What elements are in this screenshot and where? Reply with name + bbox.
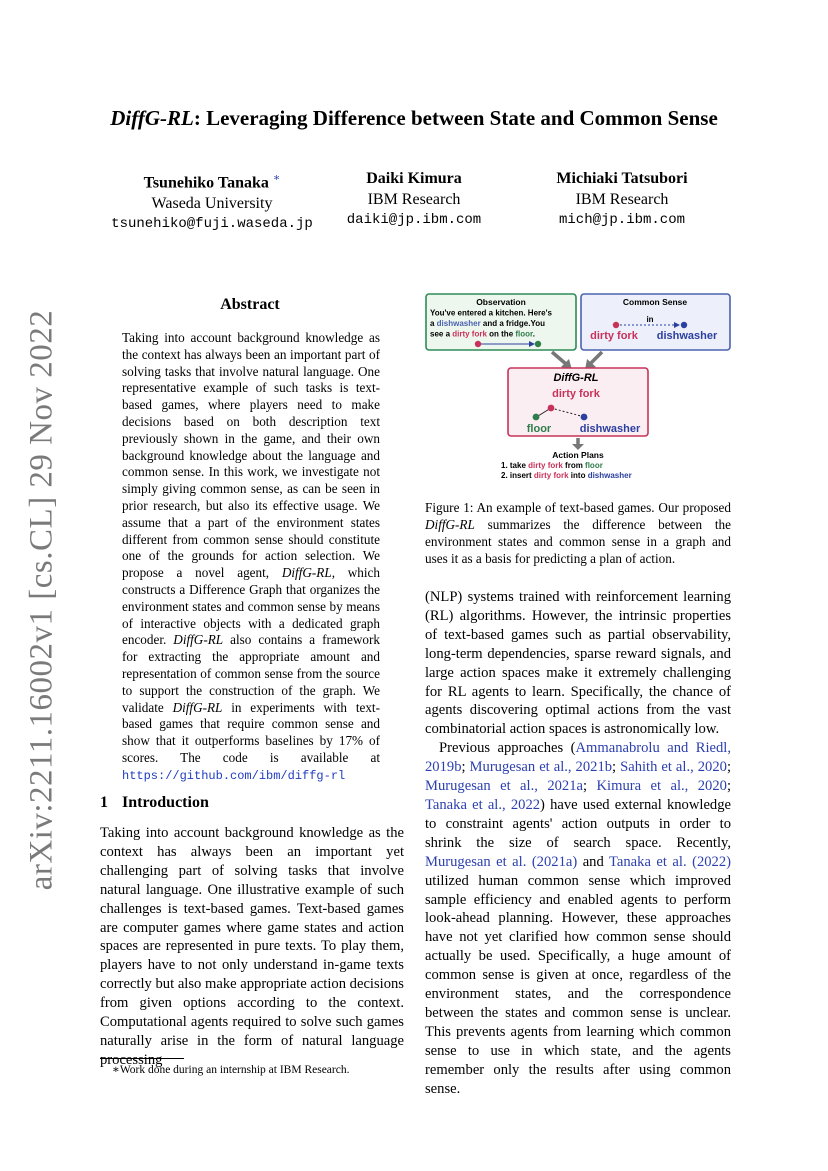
common-sense-title: Common Sense	[622, 297, 688, 307]
common-sense-label-fork: dirty fork	[590, 330, 638, 342]
observation-node-fork	[475, 341, 481, 347]
citation-link[interactable]: Tanaka et al. (2022)	[609, 853, 731, 870]
intro-paragraph-right-2: Previous approaches (Ammanabrolu and Riedl, 2019b; Murugesan et al., 2021b; Sahith et al., 2020; Murugesan et al., 2021a; Kimura et al., 2020; Tanaka et al., 2022) have used external knowledge to constraint agents' action outputs in order to shrink the size of search space. Recently, Murugesan et al. (2021a) and Tanaka et al. (2022) utilized human common sense which improved sample efficiency and enabled agents to perform look-ahead planning. However, these approaches have not yet clarified how common sense should actually be used. Specifically, a huge amount of common sense is given at once, regardless of the environment states, and the correspondence between the states and common sense is unclear. This prevents agents from learning which common sense to use in which state, and the agents remember only the results after using common sense.	[425, 740, 732, 1097]
action-plan-1: 1. take dirty fork from floor	[501, 461, 603, 470]
obs-floor: floor	[515, 329, 533, 339]
paper-title	[0, 106, 828, 131]
author-affiliation: IBM Research	[575, 191, 669, 208]
author-block-1	[100, 168, 324, 235]
diffg-node-dishwasher	[581, 414, 588, 421]
diffg-node-left-label: floor	[526, 423, 552, 435]
citation-link[interactable]: Kimura et al., 2020	[596, 778, 727, 795]
citation-link[interactable]: Murugesan et al., 2021a	[425, 778, 583, 795]
common-sense-node-fork	[613, 322, 619, 328]
arxiv-stamp	[18, 309, 66, 891]
author-name: Tsunehiko Tanaka	[143, 174, 269, 192]
observation-line-2: a dishwasher and a fridge.You	[430, 319, 545, 328]
diffg-node-top-label: dirty fork	[552, 388, 600, 400]
author-email: mich@jp.ibm.com	[558, 212, 686, 228]
section-number: 1	[100, 794, 108, 811]
author-email: tsunehiko@fuji.waseda.jp	[111, 216, 313, 233]
action-plans-title: Action Plans	[552, 450, 604, 460]
citation-link[interactable]: Murugesan et al. (2021a)	[425, 853, 578, 870]
intro-paragraph-right-1: (NLP) systems trained with reinforcement learning (RL) algorithms. However, the intrinsic properties of text-based games such as partial observability, long-term dependencies, sparse reward signals, and large action spaces make it extremely challenging for RL agents to learn. Specifically, the chance of agents discovering optimal actions from the vast combinatorial action spaces is astronomically low.	[425, 589, 731, 738]
code-link[interactable]: https://github.com/ibm/diffg-rl	[122, 768, 346, 783]
diffg-node-floor	[533, 414, 540, 421]
citation-link[interactable]: Tanaka et al., 2022	[425, 796, 541, 813]
common-sense-label-dishwasher: dishwasher	[656, 330, 718, 342]
arxiv-id: arXiv:2211.16002v1 [cs.CL] 29 Nov 2022	[23, 309, 60, 891]
author-name: Daiki Kimura	[366, 170, 462, 187]
author-affiliation: Waseda University	[151, 195, 273, 213]
abstract-body: Taking into account background knowledge as the context has always been an important part of solving tasks that involve natural language. One representative example of such tasks is text-based games, where players need to make decisions based on both description text previously shown in the game, and their own background knowledge about the language and common sense. In this work, we investigate not simply giving common sense, as can be seen in prior research, but also its effective usage. We assume that a part of the environment states different from common sense should constitute one of the grounds for action selection. We propose a novel agent, DiffG-RL, which constructs a Difference Graph that organizes the environment states and common sense by means of interactive objects with a dedicated graph encoder. DiffG-RL also contains a framework for extracting the appropriate amount and representation of common sense from the source to support the construction of the graph. We validate DiffG-RL in experiments with text-based games that require common sense and show that it outperforms baselines by 17% of scores. The code is available at https://github.com/ibm/diffg-rl	[122, 330, 380, 783]
observation-line-1: You've entered a kitchen. Here's	[430, 308, 552, 318]
citation-link[interactable]: Sahith et al., 2020	[620, 759, 727, 776]
section-title: Introduction	[122, 794, 209, 811]
footnote-rule	[100, 1058, 184, 1059]
figure-caption: Figure 1: An example of text-based games. Our proposed DiffG-RL summarizes the difference between the environment states and common sense in a graph and uses it as a basis for predicting a plan of action.	[425, 500, 731, 566]
intro-right-column	[425, 588, 731, 1098]
diffg-node-fork	[548, 405, 555, 412]
citation-link[interactable]: Murugesan et al., 2021b	[469, 759, 613, 776]
intro-paragraph-left: Taking into account background knowledge as the context has always been an important yet challenging part of solving tasks that involve natural language. One illustrative example of such challenges is text-based games. Text-based games are computer games where game states and action spaces are represented in pure texts. To play them, players have to not only understand in-game texts correctly but also make appropriate action decisions from given options according to the context. Computational agents required to solve such games naturally arise in the form of natural language processing	[100, 825, 404, 1068]
title-rest: : Leveraging Difference between State and Common Sense	[193, 106, 718, 130]
observation-node-floor	[535, 341, 541, 347]
agent-name: DiffG-RL	[425, 517, 475, 532]
figure-1	[424, 292, 734, 488]
action-plan-2: 2. insert dirty fork into dishwasher	[501, 471, 632, 480]
author-block-3	[526, 168, 718, 231]
obs-dishwasher: dishwasher	[436, 319, 481, 328]
agent-name: DiffG-RL	[172, 699, 223, 715]
author-email: daiki@jp.ibm.com	[346, 212, 482, 228]
abstract-heading: Abstract	[220, 296, 280, 313]
title-agent-name: DiffG-RL	[110, 106, 194, 130]
obs-dirty-fork: dirty fork	[452, 329, 487, 339]
flow-arrow-observation	[552, 352, 566, 364]
observation-line-3: see a dirty fork on the floor.	[430, 329, 535, 339]
citation-link[interactable]: Ammanabrolu and Riedl, 2019b	[425, 740, 731, 776]
agent-name: DiffG-RL	[173, 632, 224, 648]
diffg-title: DiffG-RL	[553, 372, 599, 384]
flow-arrow-common-sense	[590, 352, 602, 364]
observation-title: Observation	[476, 297, 526, 307]
common-sense-node-dishwasher	[681, 322, 687, 328]
author-block-2	[338, 168, 490, 231]
section-heading	[100, 794, 209, 812]
footnote: ∗Work done during an internship at IBM Research.	[112, 1064, 350, 1076]
agent-name: DiffG-RL	[281, 565, 332, 581]
author-footnote-mark[interactable]: ∗	[272, 172, 281, 184]
common-sense-relation: in	[646, 315, 654, 324]
author-name: Michiaki Tatsubori	[556, 170, 688, 187]
author-affiliation: IBM Research	[367, 191, 461, 208]
diffg-node-right-label: dishwasher	[579, 423, 641, 435]
